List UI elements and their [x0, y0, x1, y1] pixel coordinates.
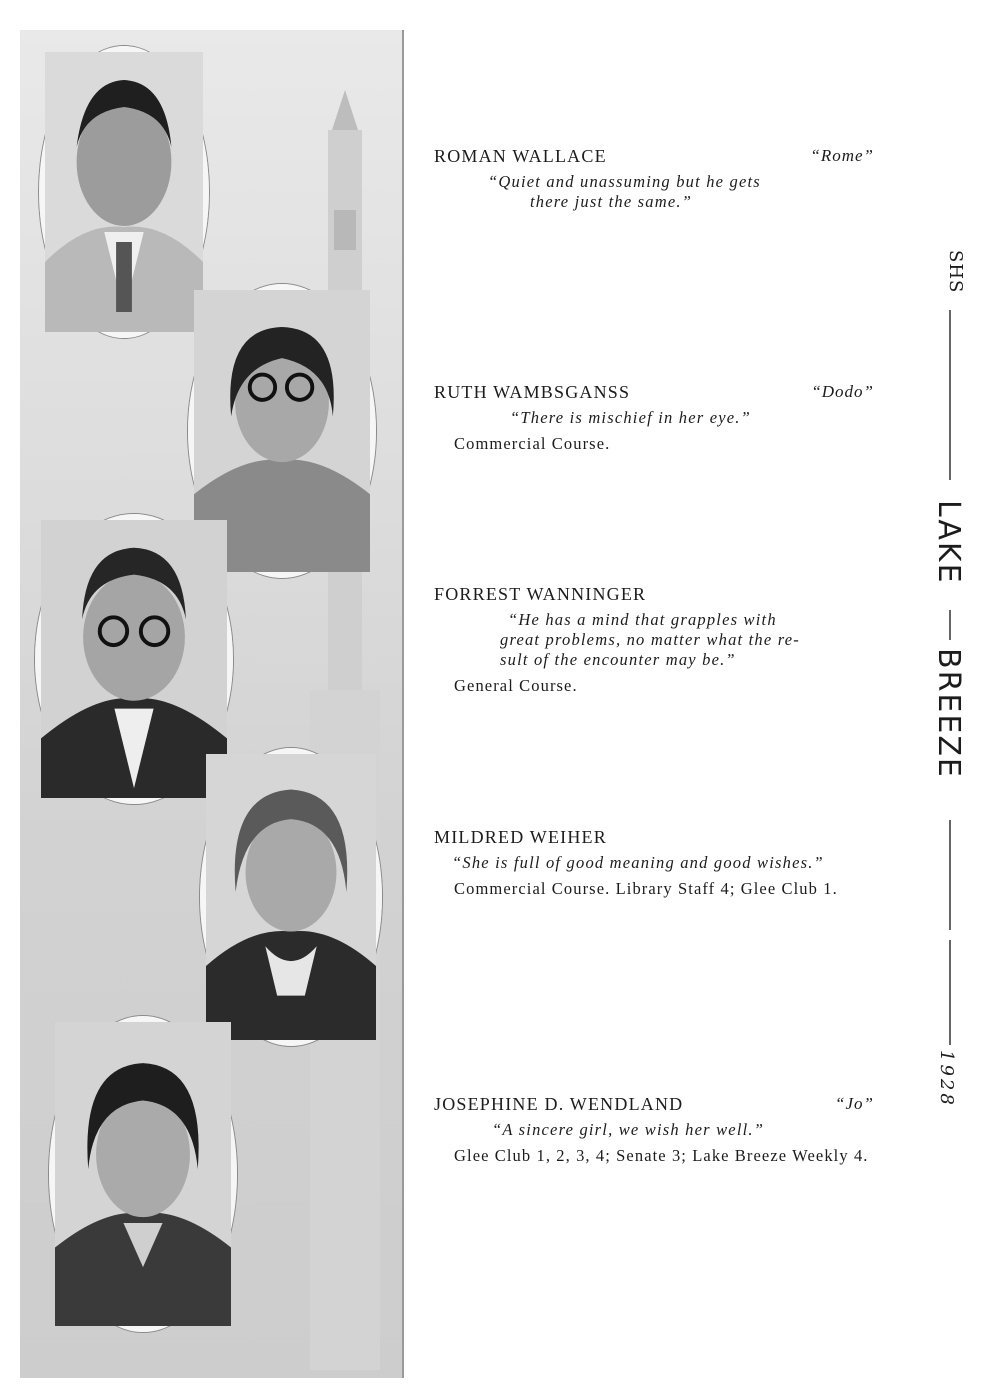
details-text: Glee Club 1, 2, 3, 4; Senate 3; Lake Breeze Weekly 4. [454, 1146, 869, 1165]
entry-mildred-weiher [434, 827, 874, 899]
student-details [434, 434, 874, 454]
entry-ruth-wambsganss [434, 382, 874, 454]
entry-roman-wallace [434, 146, 874, 212]
student-quote [434, 408, 874, 428]
quote-line: “He has a mind that grapples with [508, 610, 777, 629]
student-details [434, 879, 874, 899]
quote-line: great problems, no matter what the re- [500, 630, 800, 649]
tower-background [310, 90, 380, 1370]
student-quote [434, 1120, 874, 1140]
entry-josephine-wendland [434, 1094, 874, 1166]
strip-edge [402, 30, 404, 1378]
details-text: Commercial Course. Library Staff 4; Glee Club 1. [454, 879, 838, 898]
details-text: General Course. [454, 676, 578, 695]
student-quote [434, 172, 874, 212]
portrait-strip [20, 30, 404, 1378]
name-line [434, 584, 874, 608]
student-quote [434, 610, 874, 670]
name-line [434, 382, 874, 406]
student-quote [434, 853, 874, 873]
student-name: RUTH WAMBSGANSS [434, 382, 631, 402]
name-line [434, 146, 874, 170]
yearbook-side-title [931, 250, 966, 1130]
student-details [434, 1146, 874, 1166]
student-name: FORREST WANNINGER [434, 584, 647, 604]
side-school: SHS [945, 250, 966, 294]
portrait-mildred-weiher [200, 748, 382, 1046]
side-title-graphic [931, 250, 966, 1130]
entry-forrest-wanninger [434, 584, 874, 696]
quote-line: there just the same.” [530, 192, 693, 211]
quote-line: “She is full of good meaning and good wishes.” [452, 853, 824, 872]
student-nickname: “Jo” [835, 1094, 874, 1113]
student-nickname: “Rome” [810, 146, 874, 165]
quote-line: “There is mischief in her eye.” [510, 408, 751, 427]
details-text: Commercial Course. [454, 434, 611, 453]
side-year: 1928 [936, 1050, 957, 1108]
name-line [434, 1094, 874, 1118]
quote-line: “A sincere girl, we wish her well.” [492, 1120, 765, 1139]
student-name: MILDRED WEIHER [434, 827, 607, 847]
quote-line: “Quiet and unassuming but he gets [488, 172, 761, 191]
student-nickname: “Dodo” [811, 382, 874, 401]
portrait-forrest-wanninger [35, 514, 233, 804]
student-name: ROMAN WALLACE [434, 146, 607, 166]
side-title-word1: LAKE [931, 500, 966, 585]
quote-line: sult of the encounter may be.” [500, 650, 736, 669]
side-title-word2: BREEZE [931, 648, 966, 779]
student-name: JOSEPHINE D. WENDLAND [434, 1094, 684, 1114]
portrait-roman-wallace [39, 46, 209, 338]
student-details [434, 676, 874, 696]
name-line [434, 827, 874, 851]
portrait-josephine-wendland [49, 1016, 237, 1332]
